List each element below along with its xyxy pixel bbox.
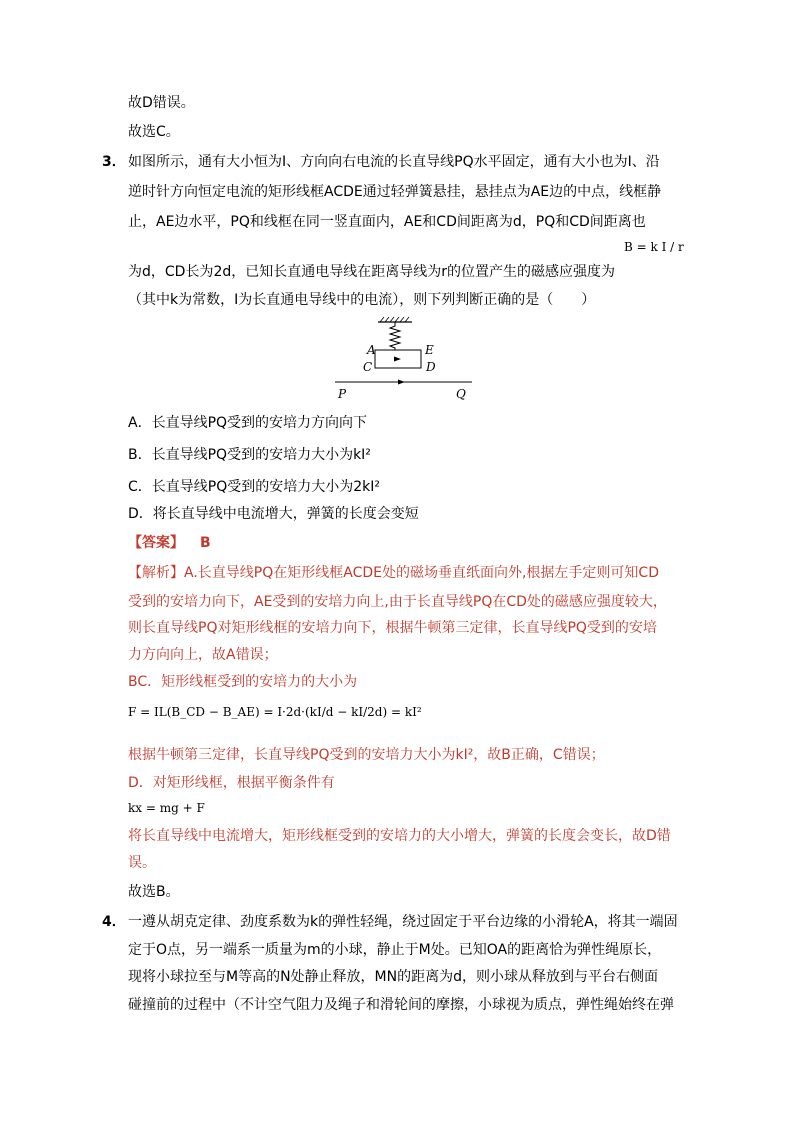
label-c: C — [363, 360, 373, 374]
label-q: Q — [456, 387, 466, 400]
question-3-line-1: 如图所示，通有大小恒为I、方向向右电流的长直导线PQ水平固定，通有大小也为I、沿 — [128, 154, 660, 170]
question-3-line-4: 为d，CD长为2d，已知长直通电导线在距离导线为r的位置产生的磁感应强度为 — [128, 264, 615, 280]
option-d: D．将长直导线中电流增大，弹簧的长度会变短 — [128, 506, 419, 522]
question-3-figure — [330, 316, 480, 400]
question-4-line-1: 一遵从胡克定律、劲度系数为k的弹性轻绳，绕过固定于平台边缘的小滑轮A，将其一端固 — [128, 914, 678, 930]
label-a: A — [367, 343, 376, 357]
formula-b-field: B = k I / r — [624, 240, 684, 254]
d-text-1: 将长直导线中电流增大，矩形线框受到的安培力的大小增大，弹簧的长度会变长，故D错 — [128, 828, 671, 844]
newton-third-law: 根据牛顿第三定律，长直导线PQ受到的安培力大小为kI²，故B正确，C错误； — [128, 747, 605, 763]
answer-value: B — [200, 535, 211, 551]
analysis-line-3: 则长直导线PQ对矩形线框的安培力向下，根据牛顿第三定律，长直导线PQ受到的安培 — [128, 620, 657, 636]
option-b: B．长直导线PQ受到的安培力大小为kI² — [128, 447, 371, 463]
answer-label: 【答案】 — [128, 535, 184, 551]
prev-line-2: 故选C。 — [128, 124, 180, 140]
prev-line-1: 故D错误。 — [128, 95, 195, 111]
question-4-number: 4． — [102, 914, 126, 930]
option-c: C．长直导线PQ受到的安培力大小为2kI² — [128, 479, 380, 495]
question-4-line-3: 现将小球拉至与M等高的N处静止释放，MN的距离为d，则小球从释放到与平台右侧面 — [128, 969, 658, 985]
analysis-line-1: 【解析】A.长直导线PQ在矩形线框ACDE处的磁场垂直纸面向外,根据左手定则可知CD — [128, 565, 659, 581]
analysis-line-2: 受到的安培力向下，AE受到的安培力向上,由于长直导线PQ在CD处的磁感应强度较大， — [128, 594, 667, 610]
bc-label: BC．矩形线框受到的安培力的大小为 — [128, 674, 358, 690]
question-4-line-4: 碰撞前的过程中（不计空气阻力及绳子和滑轮间的摩擦，小球视为质点，弹性绳始终在弹 — [128, 997, 674, 1013]
formula-f: F = IL(B_CD − B_AE) = I·2d·(kI/d − kI/2d) = kI² — [128, 705, 422, 719]
label-p: P — [338, 387, 347, 400]
label-e: E — [425, 343, 434, 357]
question-3-number: 3． — [102, 154, 126, 170]
question-3-line-5: （其中k为常数，I为长直通电导线中的电流），则下列判断正确的是（ ） — [128, 292, 596, 308]
d-label: D．对矩形线框，根据平衡条件有 — [128, 775, 335, 791]
formula-equilibrium: kx = mg + F — [128, 801, 205, 815]
d-text-2: 误。 — [128, 855, 156, 871]
analysis-line-4: 力方向向上，故A错误； — [128, 647, 278, 663]
question-3-line-2: 逆时针方向恒定电流的矩形线框ACDE通过轻弹簧悬挂，悬挂点为AE边的中点，线框静 — [128, 184, 662, 200]
option-a: A．长直导线PQ受到的安培力方向向下 — [128, 415, 368, 431]
question-4-line-2: 定于O点，另一端系一质量为m的小球，静止于M处。已知OA的距离恰为弹性绳原长， — [128, 942, 662, 958]
question-3-line-3: 止，AE边水平，PQ和线框在同一竖直面内，AE和CD间距离为d，PQ和CD间距离也 — [128, 214, 646, 230]
label-d: D — [426, 360, 436, 374]
final-answer: 故选B。 — [128, 884, 180, 900]
